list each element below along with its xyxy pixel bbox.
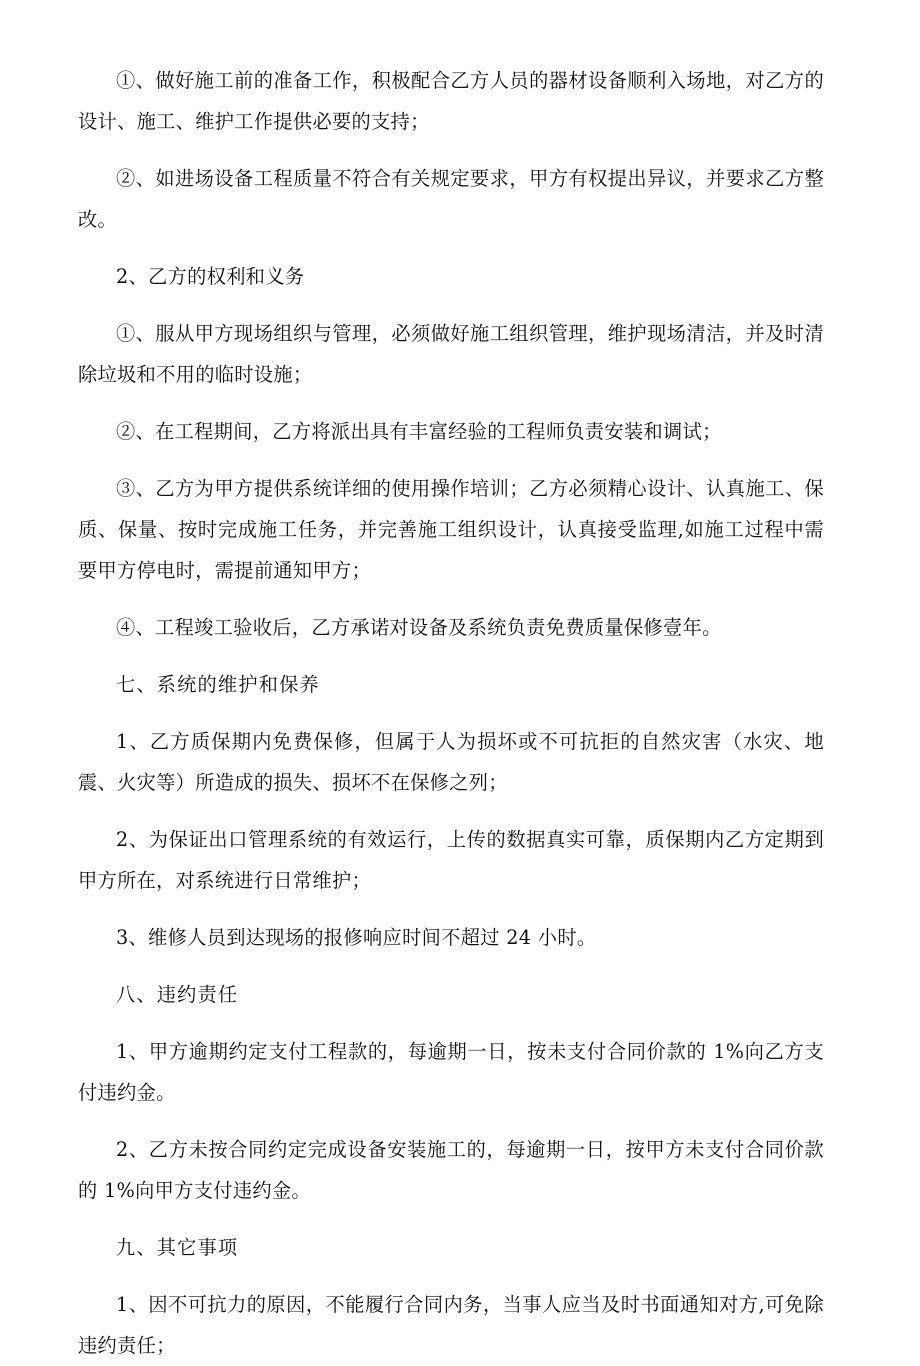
section-heading-8: 八、违约责任 — [116, 983, 239, 1006]
clause-b4: ④、工程竣工验收后，乙方承诺对设备及系统负责免费质量保修壹年。 — [116, 616, 722, 639]
clause-a2: ②、如进场设备工程质量不符合有关规定要求，甲方有权提出异议，并要求乙方整改。 — [78, 167, 824, 231]
clause-b3: ③、乙方为甲方提供系统详细的使用操作培训；乙方必须精心设计、认真施工、保质、保量、按时完成施工任务，并完善施工组织设计，认真接受监理,如施工过程中需要甲方停电时，需提前通知甲方； — [78, 477, 824, 582]
clause-7-2: 2、为保证出口管理系统的有效运行，上传的数据真实可靠，质保期内乙方定期到甲方所在，对系统进行日常维护； — [78, 828, 824, 892]
clause-a1: ①、做好施工前的准备工作，积极配合乙方人员的器材设备顺利入场地，对乙方的设计、施工、维护工作提供必要的支持； — [78, 69, 824, 133]
clause-8-2: 2、乙方未按合同约定完成设备安装施工的，每逾期一日，按甲方未支付合同价款的 1%向甲方支付违约金。 — [78, 1138, 824, 1202]
clause-7-3: 3、维修人员到达现场的报修响应时间不超过 24 小时。 — [116, 926, 597, 949]
subsection-title: 2、乙方的权利和义务 — [116, 265, 305, 288]
section-heading-7: 七、系统的维护和保养 — [116, 673, 320, 696]
clause-b2: ②、在工程期间，乙方将派出具有丰富经验的工程师负责安装和调试； — [116, 420, 722, 443]
clause-8-1: 1、甲方逾期约定支付工程款的，每逾期一日，按未支付合同价款的 1%向乙方支付违约金。 — [78, 1040, 824, 1104]
clause-b1: ①、服从甲方现场组织与管理，必须做好施工组织管理，维护现场清洁，并及时清除垃圾和不用的临时设施； — [78, 322, 824, 386]
section-heading-9: 九、其它事项 — [116, 1236, 239, 1259]
clause-9-1: 1、因不可抗力的原因，不能履行合同内务，当事人应当及时书面通知对方,可免除违约责任； — [78, 1293, 824, 1357]
clause-7-1: 1、乙方质保期内免费保修，但属于人为损坏或不可抗拒的自然灾害（水灾、地震、火灾等）所造成的损失、损坏不在保修之列； — [78, 730, 824, 794]
